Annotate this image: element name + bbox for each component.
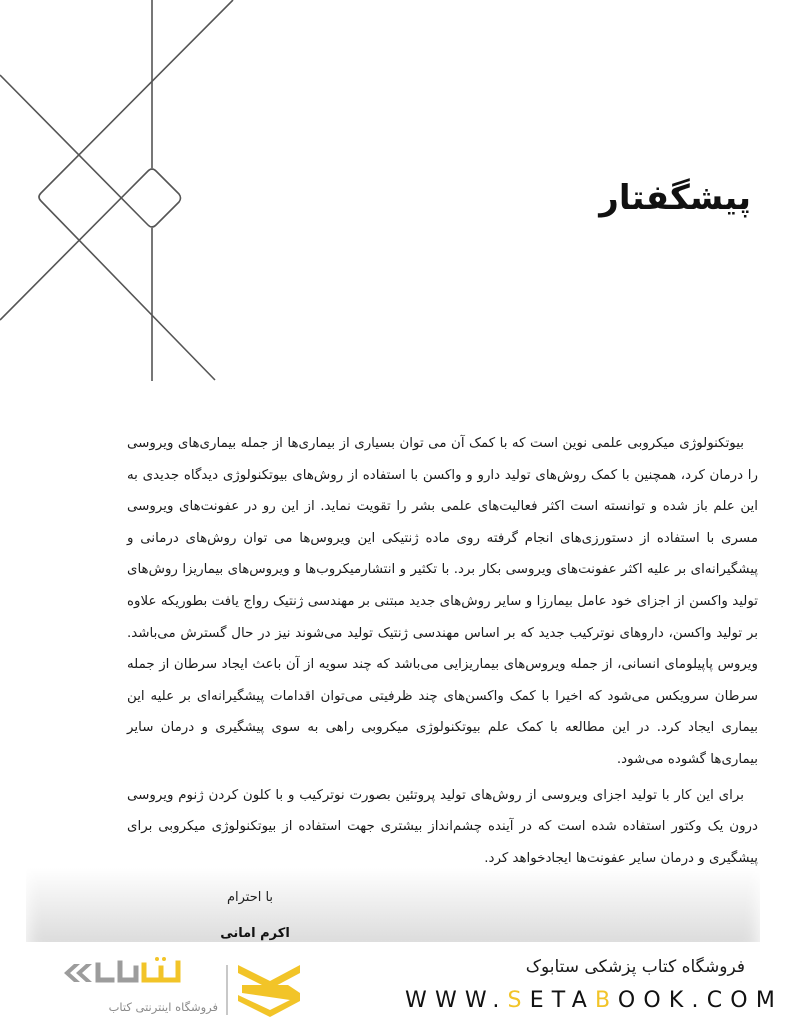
store-url-link[interactable] [405,988,783,1013]
url-part: WWW. [405,988,508,1013]
url-part: OOK.COM [617,988,784,1013]
page-title: پیشگفتار [599,178,751,218]
logo-subtitle: فروشگاه اینترنتی کتاب [108,1000,218,1014]
signature-author: اکرم امانی [220,926,290,941]
store-name: فروشگاه کتاب پزشکی ستابوک [525,957,745,977]
signature-panel [26,868,760,942]
paragraph: برای این کار با تولید اجزای ویروسی از روش‌های تولید پروتئین بصورت نوترکیب و با کلون کردن ژنوم ویروسی درون یک وکتور استفاده شده است که در آینده چشم‌انداز بیشتری جهت استفاده از بیوتکنولوژی میکروبی برای پیشگیری و درمان سایر عفونت‌ها ایجادخواهد کرد. [127,787,758,866]
url-highlight: B [594,988,618,1013]
logo-divider [226,965,228,1015]
url-highlight: S [507,988,530,1013]
signature-closing: با احترام [226,890,274,905]
url-part: ETA [529,988,595,1013]
geometric-decoration-icon [0,0,260,390]
paragraph: بیوتکنولوژی میکروبی علمی نوین است که با کمک آن می توان بسیاری از بیماری‌ها از جمله بیماری‌های ویروسی را درمان کرد، همچنین با کمک روش‌های تولید دارو و واکسن با استفاده از روش‌های بیوتکنولوژی دیدگاه جدیدی به این علم باز شده و توانسته است اکثر فعالیت‌های علمی بشر را تقویت نماید. از این رو در عفونت‌های ویروسی مسری با استفاده از دستورزی‌های انجام گرفته روی ماده ژنتیکی این ویروس‌ها می توان روش‌های درمانی و پیشگیرانه‌ای بر علیه اکثر عفونت‌های ویروسی بکار برد. با تکثیر و انتشارمیکروب‌ها و ویروس‌های بیماریزا روش‌های تولید واکسن از اجزای خود عامل بیمارزا و سایر روش‌های جدید مبتنی بر مهندسی ژنتیک رواج یافت بطوریکه علاوه بر تولید واکسن، داروهای نوترکیب جدید که بر اساس مهندسی ژنتیک تولید می‌شوند نیز در حال گسترش می‌باشد. ویروس پاپیلومای انسانی، از جمله ویروس‌های بیماریزایی می‌باشد که چند سویه از آن باعث ایجاد سرطان از جمله سرطان سرویکس می‌شود که اخیرا با کمک واکسن‌های چند ظرفیتی می‌توان اقدامات پیشگیرانه‌ای بر علیه این بیماری ایجاد کرد. در این مطالعه با کمک علم بیوتکنولوژی میکروبی راهی به سوی پیشگیری و درمان سایر بیماری‌ها گشوده می‌شود. [127,436,758,767]
preface-body [127,428,758,874]
